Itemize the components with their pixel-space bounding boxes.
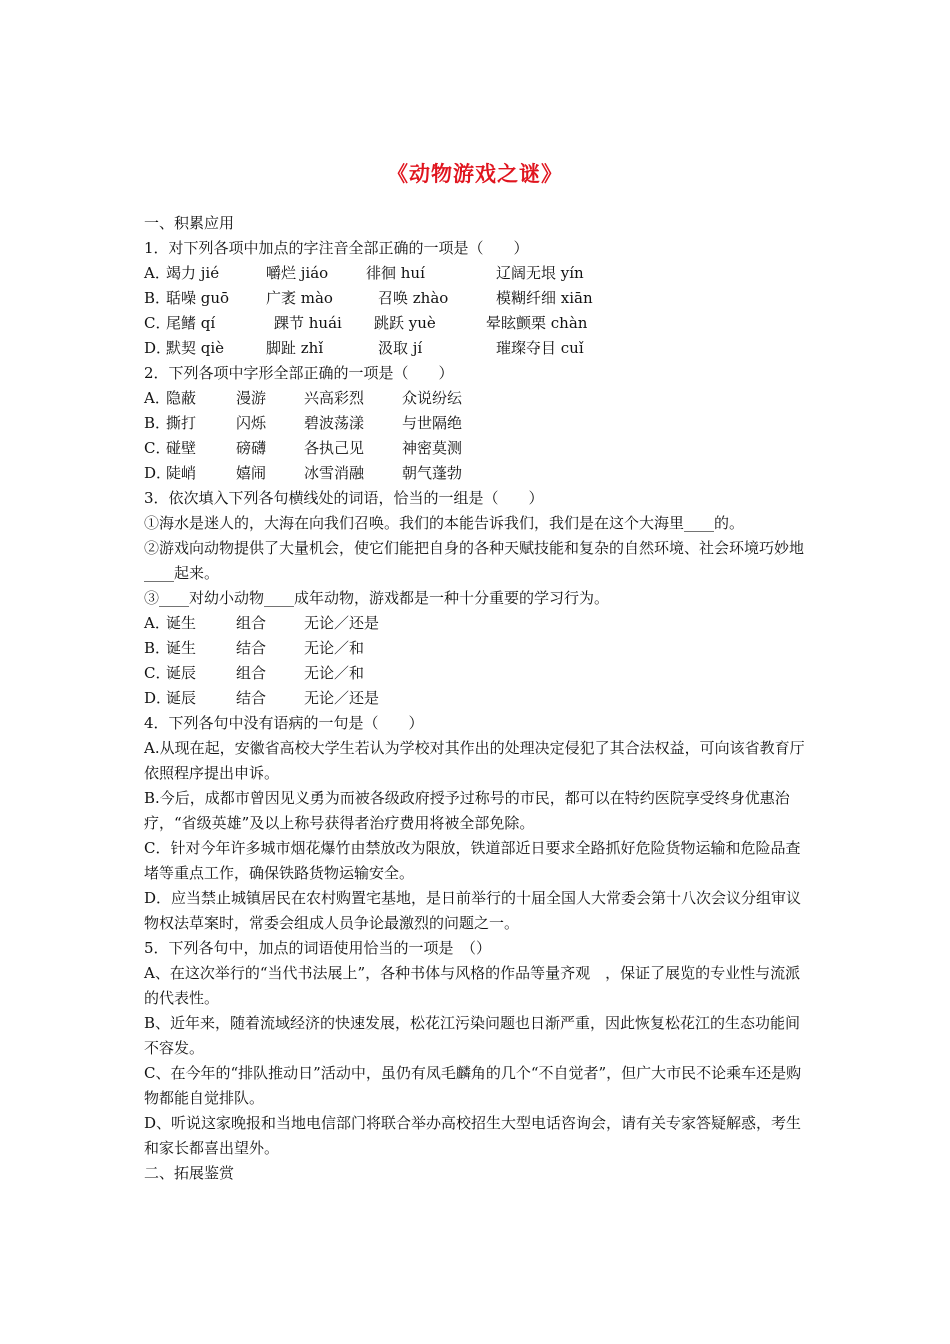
question-3-sentence-2: ②游戏向动物提供了大量机会，使它们能把自身的各种天赋技能和复杂的自然环境、社会环境巧妙地____起来。 — [144, 539, 805, 582]
document-body — [144, 211, 810, 1186]
document-title: 《动物游戏之谜》 — [387, 162, 563, 186]
question-3-option-b: B．诞生 结合 无论／和 — [144, 639, 365, 657]
question-5-option-c: C、在今年的“排队推动日”活动中，虽仍有凤毛麟角的几个“不自觉者”，但广大市民不论乘车还是购物都能自觉排队。 — [144, 1064, 802, 1107]
question-3-sentence-3: ③____对幼小动物____成年动物，游戏都是一种十分重要的学习行为。 — [144, 589, 610, 607]
question-1-option-d: D．默契 qiè 脚趾 zhǐ 汲取 jí 璀璨夺目 cuǐ — [144, 339, 584, 357]
question-2-option-b: B．撕打 闪烁 碧波荡漾 与世隔绝 — [144, 414, 463, 432]
question-3-option-a: A．诞生 组合 无论／还是 — [144, 614, 380, 632]
question-4-option-a: A.从现在起，安徽省高校大学生若认为学校对其作出的处理决定侵犯了其合法权益，可向该省教育厅依照程序提出申诉。 — [144, 739, 805, 782]
question-1-option-b: B．聒噪 guō 广袤 mào 召唤 zhào 模糊纤细 xiān — [144, 289, 593, 307]
question-3-stem: 3．依次填入下列各句横线处的词语，恰当的一组是（ ） — [144, 489, 544, 507]
question-4-option-b: B.今后，成都市曾因见义勇为而被各级政府授予过称号的市民，都可以在特约医院享受终身优惠治疗，“省级英雄”及以上称号获得者治疗费用将被全部免除。 — [144, 789, 790, 832]
question-4-option-c: C．针对今年许多城市烟花爆竹由禁放改为限放，铁道部近日要求全路抓好危险货物运输和危险品查堵等重点工作，确保铁路货物运输安全。 — [144, 839, 801, 882]
question-1-option-a: A．竭力 jié 嚼烂 jiáo 徘徊 huí 辽阔无垠 yín — [144, 264, 584, 282]
question-2-option-d: D．陡峭 嬉闹 冰雪消融 朝气蓬勃 — [144, 464, 463, 482]
question-5-option-a: A、在这次举行的“当代书法展上”，各种书体与风格的作品等量齐观 ，保证了展览的专业性与流派的代表性。 — [144, 964, 801, 1007]
question-3-sentence-1: ①海水是迷人的，大海在向我们召唤。我们的本能告诉我们，我们是在这个大海里____的。 — [144, 514, 745, 532]
question-5-option-d: D、听说这家晚报和当地电信部门将联合举办高校招生大型电话咨询会，请有关专家答疑解惑，考生和家长都喜出望外。 — [144, 1114, 802, 1157]
question-2-stem: 2．下列各项中字形全部正确的一项是（ ） — [144, 364, 454, 382]
question-1-option-c: C．尾鳍 qí 踝节 huái 跳跃 yuè 晕眩颤栗 chàn — [144, 314, 588, 332]
question-2-option-c: C．碰壁 磅礴 各执己见 神密莫测 — [144, 439, 463, 457]
section-heading-1: 一、积累应用 — [144, 214, 235, 232]
question-2-option-a: A．隐蔽 漫游 兴高彩烈 众说纷纭 — [144, 389, 463, 407]
question-1-stem: 1．对下列各项中加点的字注音全部正确的一项是（ ） — [144, 239, 529, 257]
question-5-option-b: B、近年来，随着流域经济的快速发展，松花江污染问题也日渐严重，因此恢复松花江的生态功能间不容发。 — [144, 1014, 801, 1057]
question-3-option-c: C．诞辰 组合 无论／和 — [144, 664, 365, 682]
question-5-stem: 5．下列各句中，加点的词语使用恰当的一项是 （） — [144, 939, 492, 957]
question-3-option-d: D．诞辰 结合 无论／还是 — [144, 689, 380, 707]
section-heading-2: 二、拓展鉴赏 — [144, 1164, 235, 1182]
question-4-option-d: D．应当禁止城镇居民在农村购置宅基地，是日前举行的十届全国人大常委会第十八次会议分组审议物权法草案时，常委会组成人员争论最激烈的问题之一。 — [144, 889, 802, 932]
question-4-stem: 4．下列各句中没有语病的一句是（ ） — [144, 714, 424, 732]
